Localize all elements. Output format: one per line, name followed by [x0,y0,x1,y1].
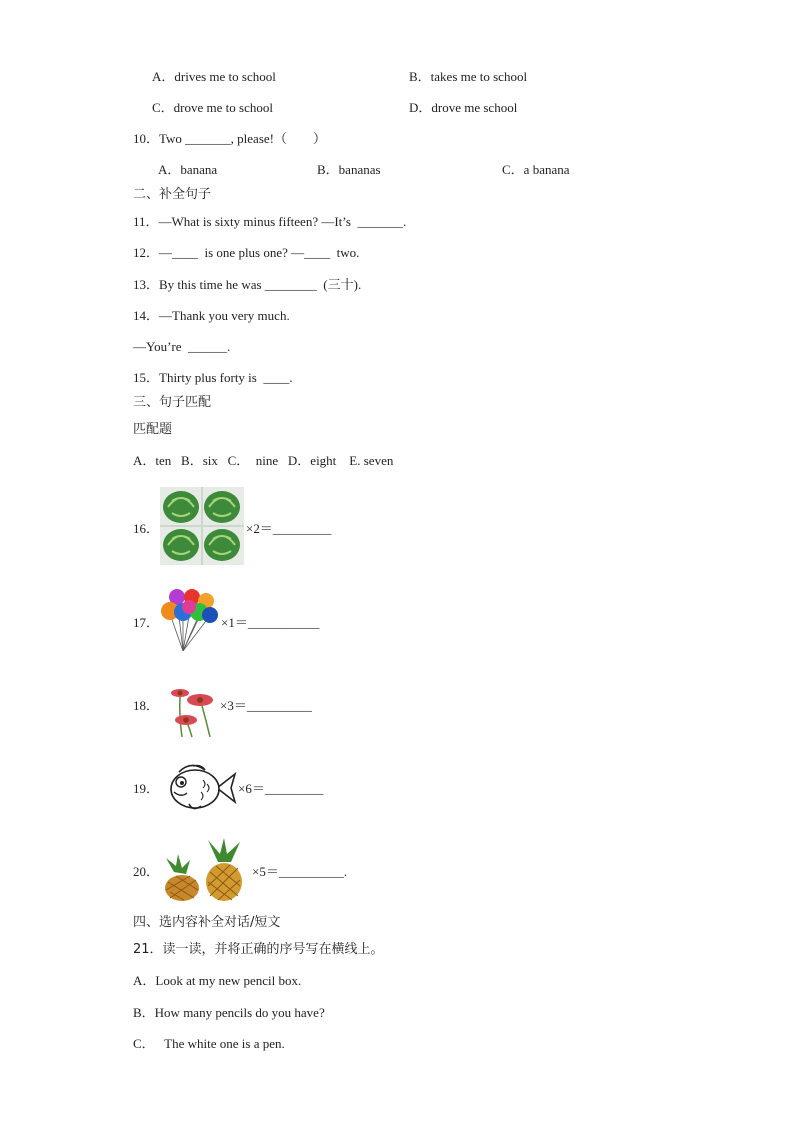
item-17-blank: ×1＝___________ [221,615,320,630]
item-16-number: 16． [133,521,160,536]
section-4-title: 四、选内容补全对话/短文 [133,915,281,930]
question-11: 11．—What is sixty minus fifteen? —It’s _______. [133,214,407,229]
q10-option-a: A．banana [158,162,218,177]
section-2-title: 二、补全句子 [133,187,212,202]
option-d: D．drove me school [409,100,518,115]
question-21: 21．读一读，并将正确的序号写在横线上。 [133,942,384,957]
fish-image [163,760,237,816]
option-a: A．drives me to school [152,69,276,84]
item-16-blank: ×2＝_________ [246,521,332,536]
matching-choices: A．ten B．six C． nine D．eight E. seven [133,453,394,468]
item-18-number: 18． [133,698,160,713]
balloons-image [159,587,221,655]
section-3-title: 三、句子匹配 [133,395,212,410]
item-20-number: 20． [133,864,160,879]
q21-option-c: C． The white one is a pen. [133,1036,285,1051]
option-c: C．drove me to school [152,100,273,115]
flowers-image [170,686,218,738]
question-14-reply: —You’re ______. [133,339,231,354]
question-15: 15．Thirty plus forty is ____. [133,370,293,385]
question-10: 10．Two _______, please!（ ） [133,131,326,146]
option-b: B．takes me to school [409,69,528,84]
q21-option-a: A．Look at my new pencil box. [133,973,302,988]
q21-option-b: B．How many pencils do you have? [133,1005,325,1020]
question-12: 12．—____ is one plus one? —____ two. [133,245,360,260]
question-14: 14．—Thank you very much. [133,308,290,323]
question-13: 13．By this time he was ________ (三十). [133,277,362,292]
q10-option-c: C．a banana [502,162,570,177]
item-18-blank: ×3＝__________ [220,698,312,713]
item-20-blank: ×5＝__________. [252,864,348,879]
item-17-number: 17． [133,615,160,630]
item-19-blank: ×6＝_________ [238,781,324,796]
pineapples-image [160,838,250,902]
section-3-subtitle: 匹配题 [133,422,173,437]
watermelons-image [160,487,244,565]
q10-option-b: B．bananas [317,162,381,177]
item-19-number: 19． [133,781,160,796]
